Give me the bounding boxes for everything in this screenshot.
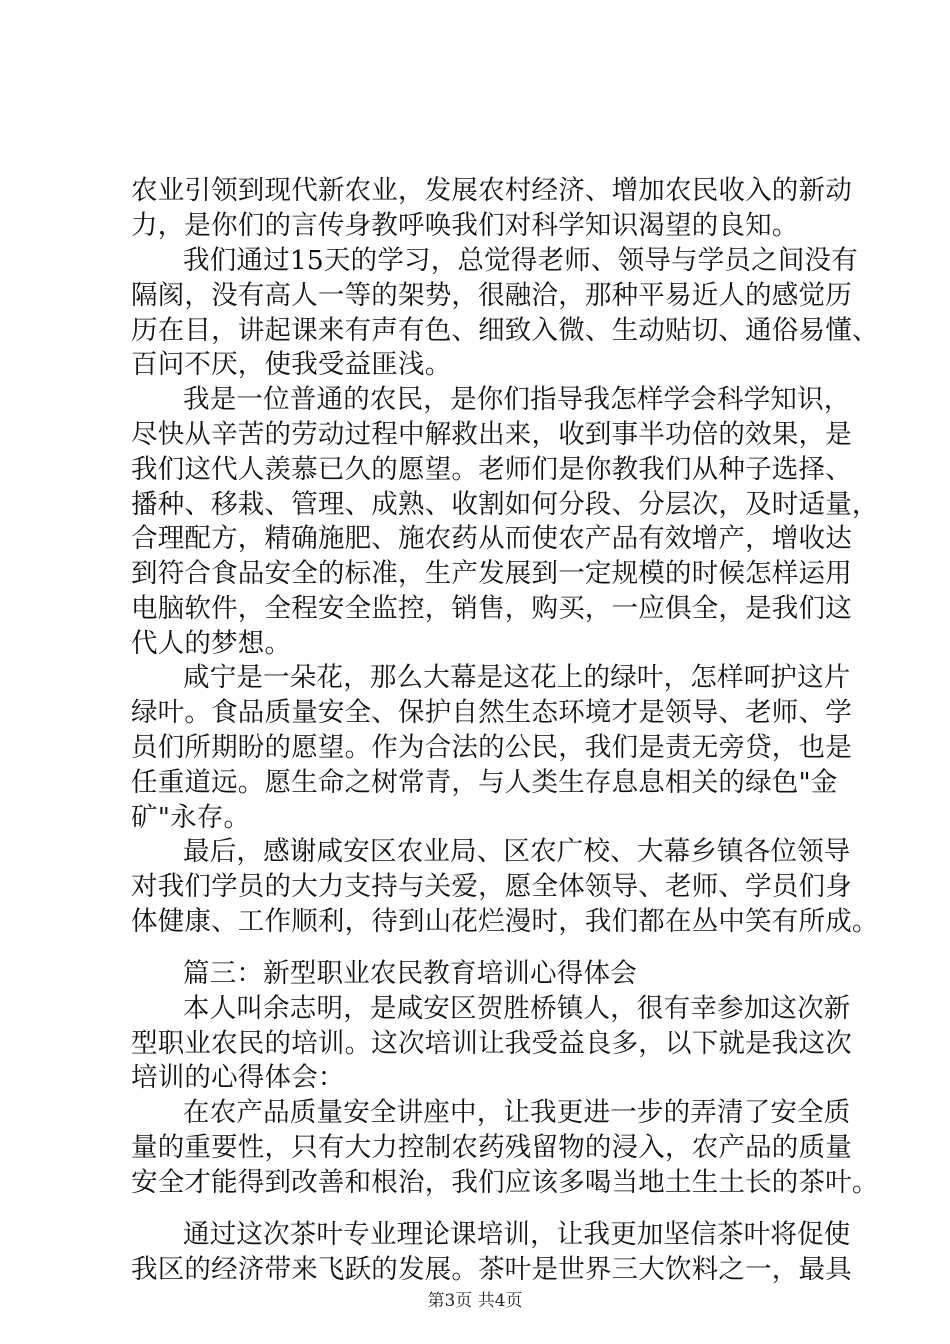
body-line: 百问不厌，使我受益匪浅。 [131,349,452,380]
body-line: 到符合食品安全的标准，生产发展到一定规模的时候怎样运用 [131,558,852,589]
body-line: 绿叶。食品质量安全、保护自然生态环境才是领导、老师、学 [131,697,852,728]
body-line: 最后，感谢咸安区农业局、区农广校、大幕乡镇各位领导 [183,836,851,867]
body-line: 培训的心得体会： [131,1062,345,1093]
body-line: 体健康、工作顺利，待到山花烂漫时，我们都在丛中笑有所成。 [131,906,879,937]
section-heading: 篇三：新型职业农民教育培训心得体会 [183,958,637,989]
body-line: 任重道远。愿生命之树常青，与人类生存息息相关的绿色"金 [131,767,838,798]
body-line: 历在目，讲起课来有声有色、细致入微、生动贴切、通俗易懂、 [131,315,879,346]
body-line: 本人叫余志明，是咸安区贺胜桥镇人，很有幸参加这次新 [183,993,851,1024]
body-line: 农业引领到现代新农业，发展农村经济、增加农民收入的新动 [131,175,852,206]
body-line: 我区的经济带来飞跃的发展。茶叶是世界三大饮料之一，最具 [131,1254,852,1285]
body-line: 力，是你们的言传身教呼唤我们对科学知识渴望的良知。 [131,210,799,241]
body-line: 电脑软件，全程安全监控，销售，购买，一应俱全，是我们这 [131,593,852,624]
body-line: 型职业农民的培训。这次培训让我受益良多，以下就是我这次 [131,1028,852,1059]
body-line: 合理配方，精确施肥、施农药从而使农产品有效增产，增收达 [131,523,852,554]
body-line: 量的重要性，只有大力控制农药残留物的浸入，农产品的质量 [131,1132,852,1163]
body-line: 通过这次茶叶专业理论课培训，让我更加坚信茶叶将促使 [183,1219,851,1250]
body-line: 播种、移栽、管理、成熟、收割如何分段、分层次，及时适量， [131,489,879,520]
body-line: 我们通过15天的学习，总觉得老师、领导与学员之间没有 [183,245,858,276]
body-line: 代人的梦想。 [131,628,292,659]
body-line: 在农产品质量安全讲座中，让我更进一步的弄清了安全质 [183,1097,851,1128]
body-line: 对我们学员的大力支持与关爱，愿全体领导、老师、学员们身 [131,871,852,902]
body-line: 尽快从辛苦的劳动过程中解救出来，收到事半功倍的效果，是 [131,419,852,450]
body-line: 我是一位普通的农民，是你们指导我怎样学会科学知识， [183,384,851,415]
body-line: 员们所期盼的愿望。作为合法的公民，我们是责无旁贷，也是 [131,732,852,763]
body-line: 矿"永存。 [131,802,251,833]
body-line: 隔阂，没有高人一等的架势，很融洽，那种平易近人的感觉历 [131,280,852,311]
body-line: 我们这代人羡慕已久的愿望。老师们是你教我们从种子选择、 [131,454,852,485]
body-line: 咸宁是一朵花，那么大幕是这花上的绿叶，怎样呵护这片 [183,662,851,693]
body-line: 安全才能得到改善和根治，我们应该多喝当地土生土长的茶叶。 [131,1167,879,1198]
page-footer: 第3页 共4页 [427,1291,523,1311]
